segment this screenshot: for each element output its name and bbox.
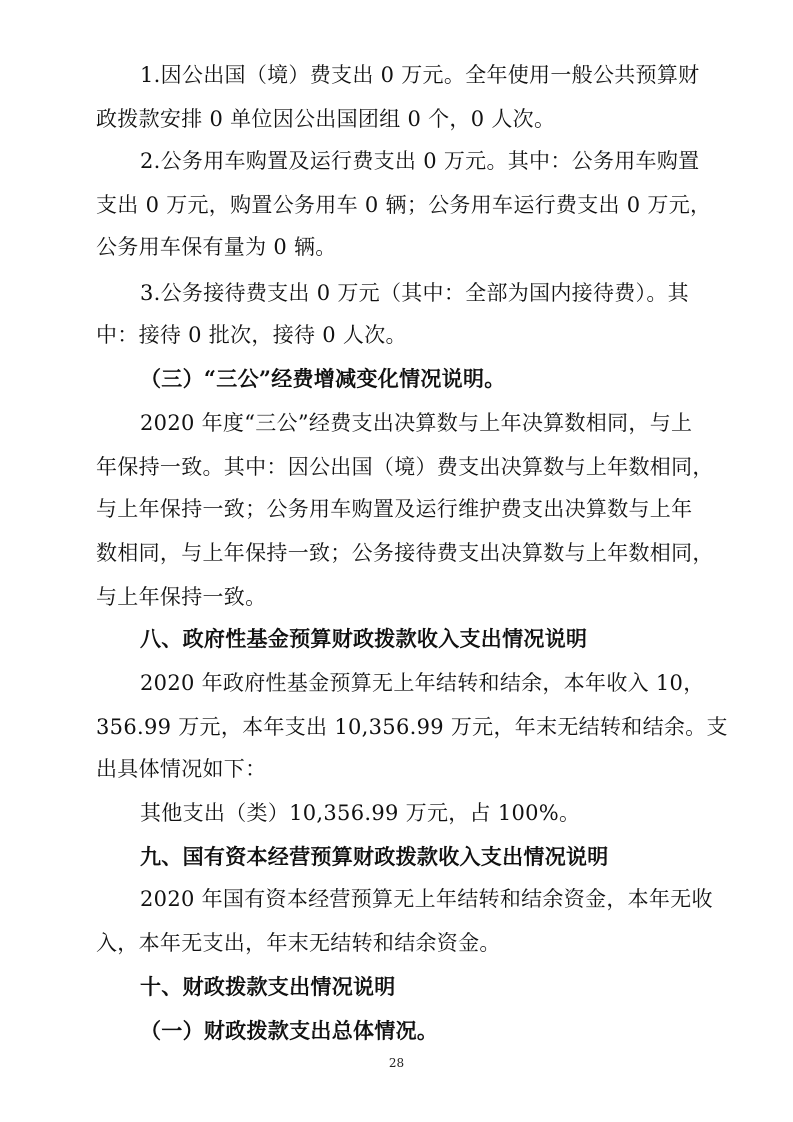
line-text: 2020 年国有资本经营预算无上年结转和结余资金，本年无收 [140, 887, 713, 911]
line-text: 数相同，与上年保持一致；公务接待费支出决算数与上年数相同， [96, 541, 714, 565]
section-heading: 十、财政拨款支出情况说明 [140, 974, 396, 999]
section-heading: （一）财政拨款支出总体情况。 [140, 1018, 439, 1043]
line-text: 2020 年政府性基金预算无上年结转和结余，本年收入 10， [140, 671, 705, 695]
line-text: 2020 年度“三公”经费支出决算数与上年决算数相同，与上 [140, 411, 693, 435]
line-text: 1.因公出国（境）费支出 0 万元。全年使用一般公共预算财 [140, 63, 700, 87]
section-heading: 八、政府性基金预算财政拨款收入支出情况说明 [140, 626, 588, 651]
line-text: 3.公务接待费支出 0 万元（其中：全部为国内接待费）。其 [140, 281, 689, 305]
line-text: 中：接待 0 批次，接待 0 人次。 [96, 323, 407, 347]
line-text: 政拨款安排 0 单位因公出国团组 0 个，0 人次。 [96, 107, 556, 131]
line-text: 356.99 万元，本年支出 10,356.99 万元，年末无结转和结余。支 [96, 715, 728, 739]
line-text: 入，本年无支出，年末无结转和结余资金。 [96, 931, 501, 955]
line-text: 与上年保持一致。 [96, 585, 267, 609]
section-heading: （三）“三公”经费增减变化情况说明。 [140, 366, 506, 391]
line-text: 2.公务用车购置及运行费支出 0 万元。其中：公务用车购置 [140, 149, 700, 173]
section-heading: 九、国有资本经营预算财政拨款收入支出情况说明 [140, 844, 609, 869]
line-text: 其他支出（类）10,356.99 万元，占 100%。 [140, 801, 581, 825]
line-text: 出具体情况如下： [96, 757, 267, 781]
page-number: 28 [388, 1056, 405, 1070]
line-text: 与上年保持一致；公务用车购置及运行维护费支出决算数与上年 [96, 497, 693, 521]
line-text: 公务用车保有量为 0 辆。 [96, 235, 337, 259]
line-text: 支出 0 万元，购置公务用车 0 辆；公务用车运行费支出 0 万元， [96, 193, 712, 217]
line-text: 年保持一致。其中：因公出国（境）费支出决算数与上年数相同， [96, 455, 714, 479]
